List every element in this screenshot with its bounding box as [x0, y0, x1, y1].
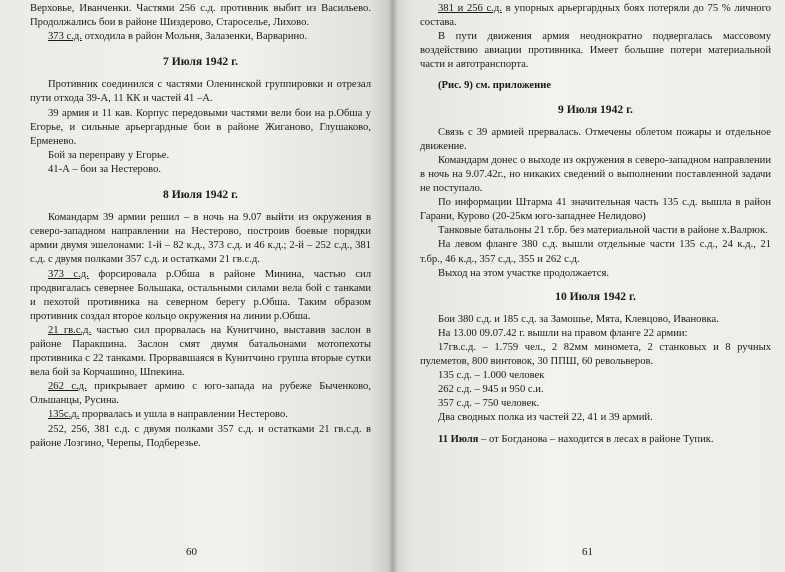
paragraph-text: частью сил прорвалась на Кунитчино, выставив заслон в районе Паракшина. Заслон смят двумя батальонами мотопехоты противника с 22 танками. Прорвавшаяся в Кунитчино группа вторые сутки вела бой за Корчашино, Шпекина. — [30, 324, 371, 379]
paragraph: 357 с.д. – 750 человек. — [438, 398, 540, 410]
paragraph-text: – от Богданова – находится в лесах в районе Тупик. — [478, 433, 714, 445]
paragraph — [30, 380, 371, 408]
unit-reference: 135с.д. — [48, 409, 80, 421]
date-inline: 11 Июля — [438, 433, 479, 445]
date-heading: 7 Июля 1942 г. — [163, 55, 238, 69]
paragraph: На левом фланге 380 с.д. вышли отдельные части 135 с.д., 24 к.д., 21 т.бр., 46 к.д., 357 с.д., 355 и 262 с.д. — [420, 239, 771, 265]
unit-reference: 373 с.д. — [48, 268, 89, 280]
page-number: 60 — [186, 546, 197, 558]
date-heading: 8 Июля 1942 г. — [163, 188, 238, 202]
paragraph-text: прикрывает армию с юго-запада на рубеже Быченково, Ольшанцы, Русина. — [30, 381, 371, 407]
paragraph: Танковые батальоны 21 т.бр. без материальной части в районе х.Валрюк. — [438, 225, 768, 237]
paragraph-text: форсировала р.Обша в районе Минина, частью сил продвигалась севернее Большака, остальными силами вела бой с танками и пехотой противника на северном берегу р.Обша. Таким образом противник создал второе кольцо окружения на линии р.Обша. — [30, 268, 371, 322]
unit-reference: 262 с.д. — [48, 381, 87, 393]
paragraph: 41-А – бои за Нестерово. — [48, 163, 162, 175]
paragraph-text: прорвалась и ушла в направлении Нестерово. — [79, 409, 288, 421]
paragraph: По информации Штарма 41 значительная часть 135 с.д. вышла в район Гарани, Курово (20-25км юго-западнее Нелидово) — [420, 197, 771, 223]
paragraph: Два сводных полка из частей 22, 41 и 39 армий. — [438, 412, 653, 424]
page-number: 61 — [582, 546, 593, 558]
paragraph: Бои 380 с.д. и 185 с.д. за Замошье, Мята, Клевцово, Ивановка. — [438, 313, 719, 325]
paragraph: 252, 256, 381 с.д. с двумя полками 357 с.д. и остатками 21 гв.с.д. в районе Лозгино, Черепы, Подберезье. — [30, 423, 371, 449]
paragraph: На 13.00 09.07.42 г. вышли на правом фланге 22 армии: — [438, 327, 688, 339]
paragraph: Противник соединился с частями Оленинской группировки и отрезал пути отхода 39-А, 11 КК и частей 41 –А. — [30, 79, 371, 105]
date-heading: 10 Июля 1942 г. — [555, 289, 636, 303]
paragraph: 135 с.д. – 1.000 человек — [438, 370, 545, 382]
paragraph — [30, 268, 371, 324]
paragraph: Связь с 39 армией прервалась. Отмечены облетом пожары и отдельное движение. — [420, 126, 771, 152]
paragraph-text: отходила в район Мольня, Залазенки, Варварино. — [81, 31, 308, 43]
paragraph: 17гв.с.д. – 1.759 чел., 2 82мм миномета, 2 станковых и 8 ручных пулеметов, 800 винтовок, 30 ППШ, 60 револьверов. — [420, 341, 771, 368]
paragraph: 262 с.д. – 945 и 950 с.и. — [438, 384, 544, 396]
paragraph: Верховье, Иванченки. Частями 256 с.д. противник выбит из Васильево. Продолжались бои в районе Шиздерово, Староселье, Лихово. — [30, 3, 371, 29]
paragraph — [30, 324, 371, 380]
paragraph — [420, 2, 771, 30]
paragraph — [420, 433, 771, 447]
book-gutter — [388, 0, 398, 572]
unit-reference: 381 и 256 с.д. — [438, 3, 502, 14]
paragraph: Командарм донес о выходе из окружения в северо-западном направлении в ночь на 9.07.42г., но никаких сведений о выполнении поставленной задачи не поступало. — [420, 154, 771, 195]
paragraph: Выход на этом участке продолжается. — [438, 267, 609, 279]
paragraph: В пути движения армия неоднократно подвергалась массовому воздействию авиации противника. Имеет большие потери материальной части и автотранспорта. — [420, 31, 771, 71]
unit-reference: 373 с.д. — [48, 31, 82, 43]
paragraph: 39 армия и 11 кав. Корпус передовыми частями вели бои на р.Обша у Егорье, и сильные арьергардные бои в районе Жиганово, Глушаково, Ерменево. — [30, 107, 371, 147]
right-page — [393, 0, 785, 572]
figure-reference: (Рис. 9) см. приложение — [438, 80, 552, 92]
paragraph: Командарм 39 армии решил – в ночь на 9.07 выйти из окружения в северо-западном направлении на Нестерово, построив боевые порядки армии двумя эшелонами: 1-й – 82 к.д., 373 с.д. и 46 к.д.; 2-й – 252 с.д., 381 с.д. с двумя полками 357 с.д. и остатками 21 гв.с.д. — [30, 212, 371, 266]
spacer — [420, 72, 771, 79]
paragraph: Бой за переправу у Егорье. — [48, 149, 170, 161]
paragraph-text: в упорных арьергардных боях потеряли до 75 % личного состава. — [420, 3, 771, 29]
paragraph — [30, 30, 371, 44]
date-heading: 9 Июля 1942 г. — [558, 102, 633, 116]
unit-reference: 21 гв.с.д. — [48, 324, 92, 336]
spacer — [420, 426, 771, 433]
paragraph — [30, 408, 371, 422]
